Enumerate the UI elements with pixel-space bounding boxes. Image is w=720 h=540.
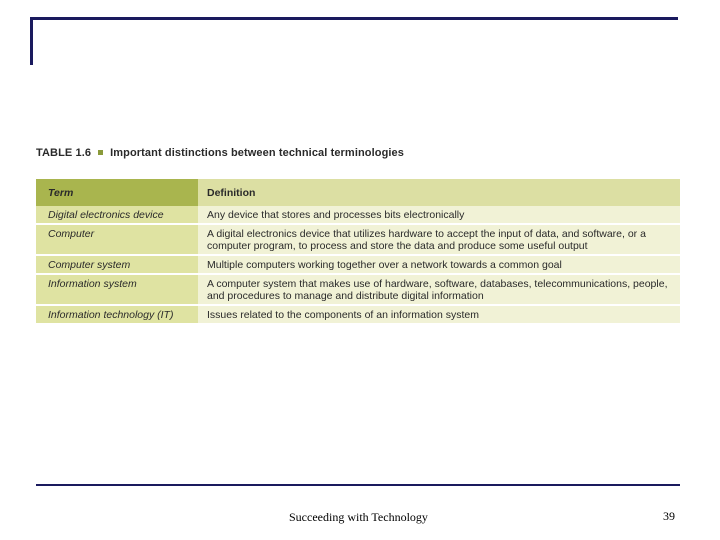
term-cell: Computer system — [36, 255, 198, 274]
slide-frame-top-line — [30, 17, 678, 20]
table-row — [36, 255, 680, 274]
table-title: Important distinctions between technical terminologies — [110, 147, 404, 159]
terminology-table — [36, 179, 680, 323]
header-definition: Definition — [198, 179, 680, 206]
header-term: Term — [36, 179, 198, 206]
term-cell: Computer — [36, 224, 198, 255]
table-row — [36, 274, 680, 305]
term-cell: Information system — [36, 274, 198, 305]
table-label: TABLE 1.6 — [36, 147, 92, 159]
definition-cell: A computer system that makes use of hardware, software, databases, telecommunications, people, and procedures to manage and distribute digital information — [198, 274, 680, 305]
definition-cell: Any device that stores and processes bits electronically — [198, 206, 680, 224]
definition-cell: A digital electronics device that utilizes hardware to accept the input of data, and software, or a computer program, to process and store the data and produce some useful output — [198, 224, 680, 255]
footer-divider — [36, 484, 680, 486]
term-cell: Digital electronics device — [36, 206, 198, 224]
definition-cell: Multiple computers working together over a network towards a common goal — [198, 255, 680, 274]
table-header-row — [36, 179, 680, 206]
page-number: 39 — [663, 509, 675, 523]
definition-cell: Issues related to the components of an information system — [198, 305, 680, 323]
footer-title: Succeeding with Technology — [289, 510, 428, 524]
table-caption — [36, 147, 404, 159]
caption-bullet-icon — [98, 150, 103, 155]
table-row — [36, 206, 680, 224]
term-cell: Information technology (IT) — [36, 305, 198, 323]
slide-frame-left-line — [30, 17, 33, 65]
table-row — [36, 305, 680, 323]
table-row — [36, 224, 680, 255]
